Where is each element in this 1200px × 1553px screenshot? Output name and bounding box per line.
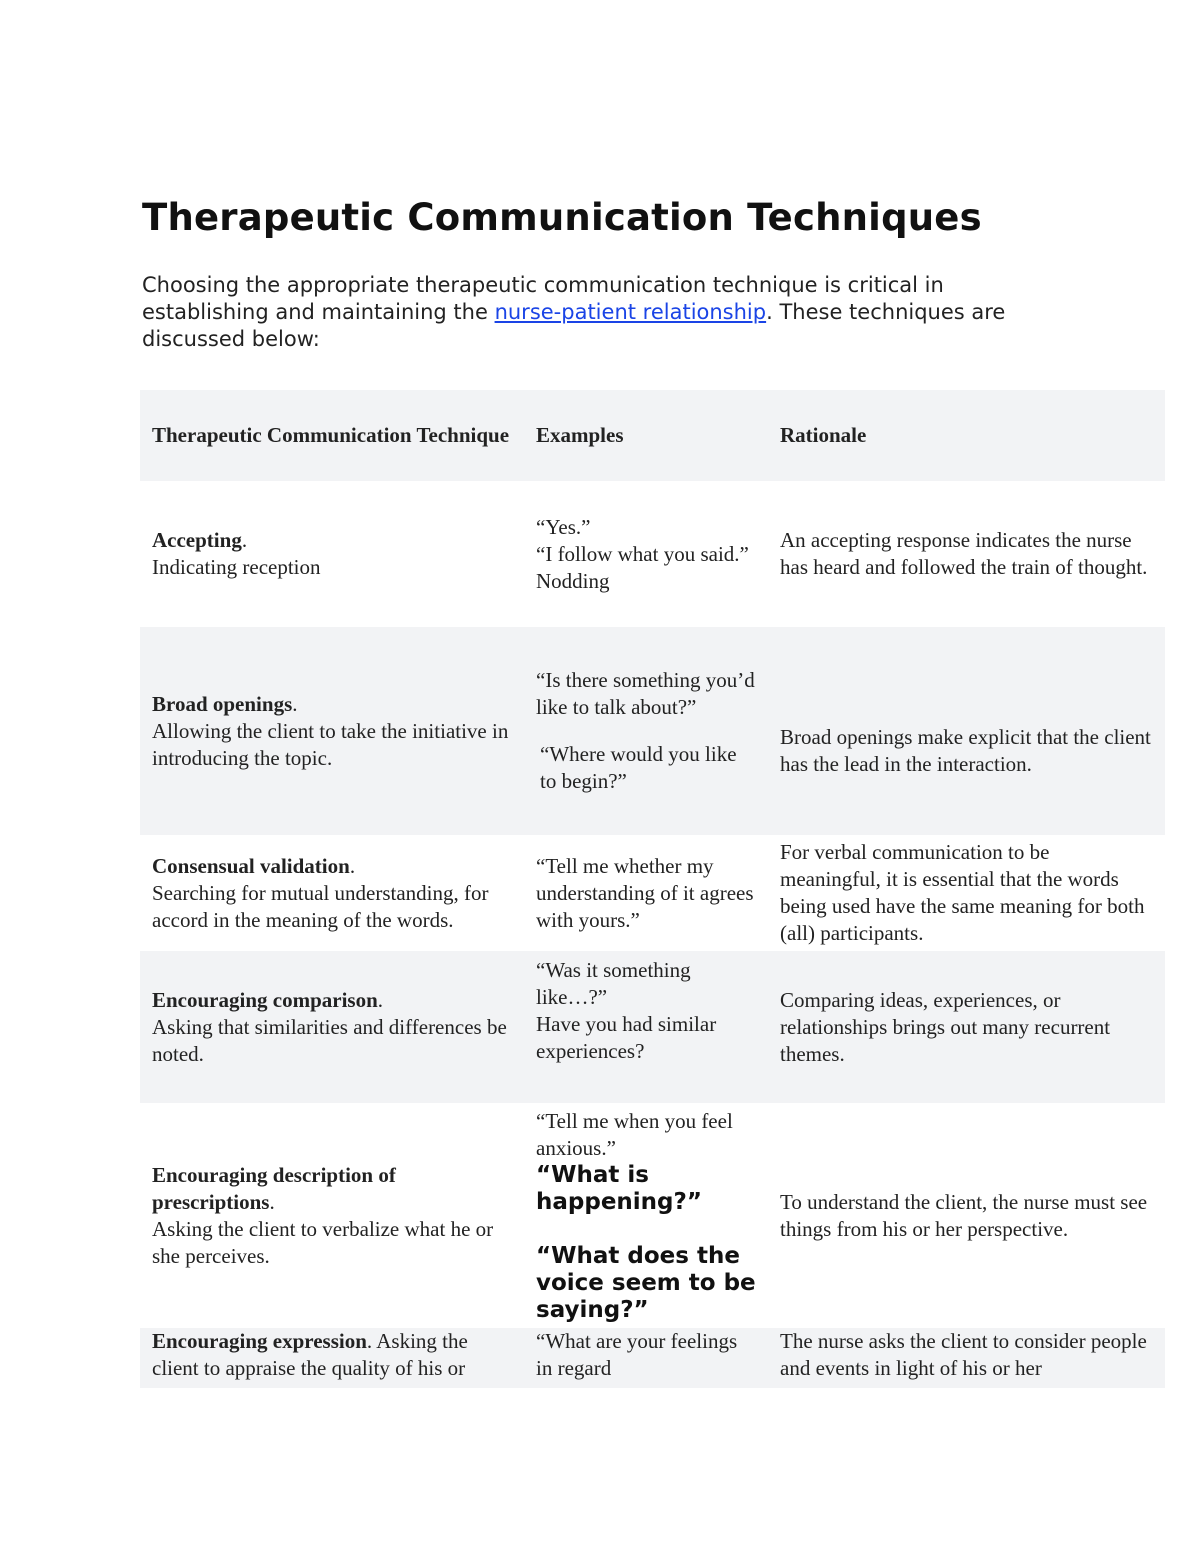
page-title: Therapeutic Communication Techniques: [142, 196, 982, 239]
example-text: “Was it something like…?”: [536, 958, 691, 1009]
examples-cell: “Tell me whether my understanding of it agrees with yours.”: [536, 853, 754, 932]
nurse-patient-relationship-link[interactable]: nurse-patient relationship: [494, 300, 767, 324]
technique-description: Searching for mutual understanding, for accord in the meaning of the words.: [152, 880, 489, 932]
technique-description: Indicating reception: [152, 555, 321, 579]
rationale-cell: The nurse asks the client to consider people and events in light of his or her: [768, 1328, 1165, 1388]
technique-cell: Encouraging expression. Asking the client to appraise the quality of his or: [140, 1328, 524, 1388]
technique-term: Broad openings: [152, 691, 293, 716]
technique-description: Asking that similarities and differences be noted.: [152, 1014, 507, 1066]
technique-cell: Encouraging comparison. Asking that similarities and differences be noted.: [140, 951, 524, 1103]
technique-term: Consensual validation: [152, 853, 350, 878]
techniques-table: [140, 390, 1165, 1388]
intro-text-start: Choosing the appropriate therapeutic communication technique is critical in establishing and maintaining the: [142, 273, 944, 324]
example-text: “Where would you like to begin?”: [540, 742, 737, 793]
technique-term: Encouraging comparison: [152, 987, 378, 1012]
technique-description: Allowing the client to take the initiative in introducing the topic.: [152, 718, 509, 770]
table-row: [140, 1103, 1165, 1328]
rationale-cell: Comparing ideas, experiences, or relationships brings out many recurrent themes.: [768, 951, 1165, 1103]
rationale-cell: [768, 627, 1165, 835]
example-text: Have you had similar experiences?: [536, 1012, 717, 1063]
example-text: “What is happening?”: [536, 1161, 702, 1215]
technique-cell: Accepting. Indicating reception: [152, 528, 321, 579]
table-row: [140, 1328, 1165, 1388]
example-text: “Yes.”: [536, 514, 591, 539]
rationale-cell: For verbal communication to be meaningful, it is essential that the words being used have the same meaning for both (all) participants.: [780, 840, 1145, 945]
technique-cell: Broad openings. Allowing the client to take the initiative in introducing the topic.: [140, 627, 524, 835]
technique-description: Asking the client to appraise the quality of his or: [152, 1329, 468, 1380]
example-text: Nodding: [536, 568, 610, 593]
example-text: “Tell me when you feel anxious.”: [536, 1108, 733, 1160]
example-text: “I follow what you said.”: [536, 541, 749, 566]
technique-term: Encouraging description of prescriptions: [152, 1162, 396, 1214]
rationale-cell: To understand the client, the nurse must see things from his or her perspective.: [780, 1189, 1148, 1241]
header-examples: Examples: [524, 390, 768, 481]
intro-text-end: . These techniques are discussed below:: [142, 300, 1006, 351]
examples-cell: [524, 481, 768, 627]
table-row: [140, 481, 1165, 627]
example-text: “What does the voice seem to be saying?”: [536, 1242, 756, 1323]
examples-cell: “What are your feelings in regard: [524, 1328, 768, 1388]
technique-description: Asking the client to verbalize what he or she perceives.: [152, 1216, 494, 1268]
table-row: [140, 951, 1165, 1103]
table-row: [140, 835, 1165, 951]
rationale-text: Broad openings make explicit that the client has the lead in the interaction.: [780, 725, 1151, 776]
examples-cell: [524, 951, 768, 1103]
technique-cell: Encouraging description of prescriptions. Asking the client to verbalize what he or she perceives.: [152, 1162, 494, 1268]
technique-term: Accepting: [152, 528, 242, 552]
examples-cell: [524, 627, 768, 835]
intro-paragraph: [142, 272, 1042, 353]
header-rationale: Rationale: [768, 390, 1165, 481]
table-header-row: [140, 390, 1165, 481]
example-text: “Is there something you’d like to talk about?”: [536, 668, 755, 719]
table-row: [140, 627, 1165, 835]
technique-cell: Consensual validation. Searching for mutual understanding, for accord in the meaning of the words.: [152, 853, 489, 932]
header-technique: Therapeutic Communication Technique: [140, 390, 524, 481]
examples-cell: [524, 1103, 768, 1328]
technique-term: Encouraging expression: [152, 1329, 367, 1353]
rationale-cell: An accepting response indicates the nurse has heard and followed the train of thought.: [780, 528, 1148, 579]
